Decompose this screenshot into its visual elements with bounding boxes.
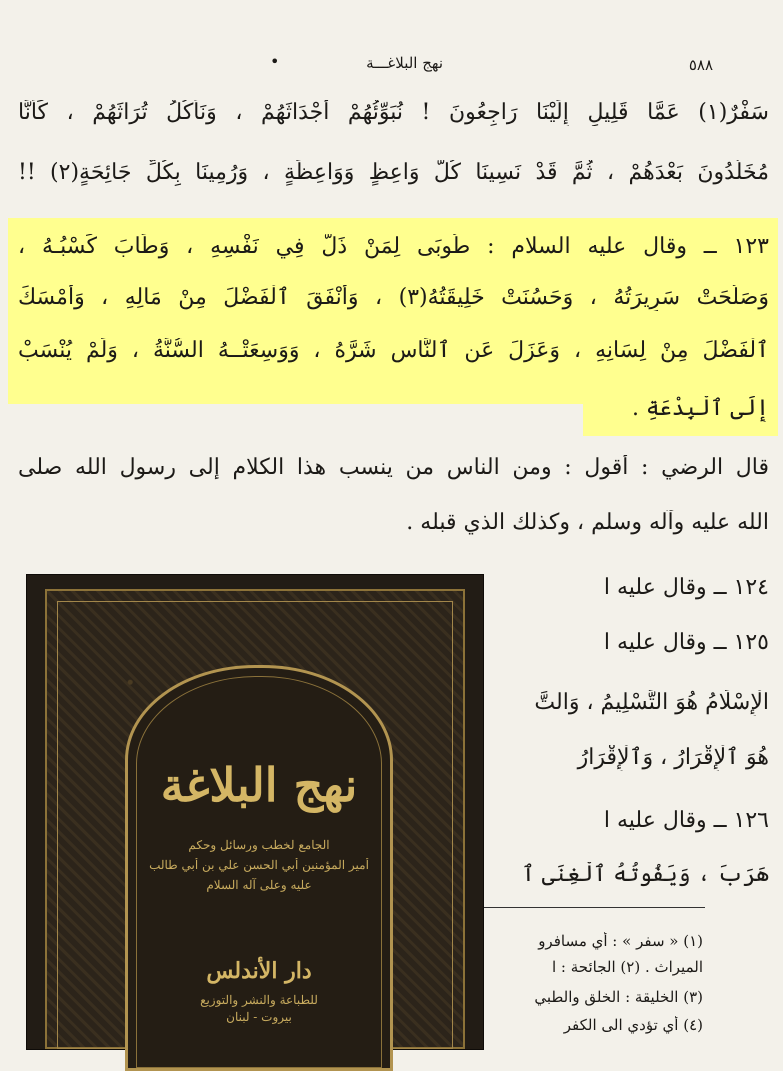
saying-123-line: ١٢٣ ــ وقال عليه السلام : طُوبَى لِمَنْ ذَلَّ فِي نَفْسِهِ ، وَطَابَ كَسْبُـهُ ، bbox=[18, 234, 769, 259]
text-line: الْإِسْلَامُ هُوَ التَّسْلِيمُ ، وَالتَّ bbox=[534, 690, 769, 715]
text-line: إِلَى ٱلْبِدْعَةِ . bbox=[632, 396, 769, 421]
saying-125-line: ١٢٥ ــ وقال عليه ا bbox=[603, 630, 769, 655]
book-cover-image bbox=[27, 575, 483, 1049]
cover-subtitle: أمير المؤمنين أبي الحسن علي بن أبي طالب bbox=[149, 858, 369, 872]
text-line: الله عليه وآله وسلم ، وكذلك الذي قبله . bbox=[406, 510, 769, 535]
radi-comment-line: قال الرضي : أقول : ومن الناس من ينسب هذا الكلام إلى رسول الله صلى bbox=[18, 455, 769, 480]
footnote: (٤) أي تؤدي الى الكفر bbox=[563, 1016, 703, 1034]
cover-subtitle: الجامع لخطب ورسائل وحكم bbox=[188, 838, 330, 852]
footnote-rule bbox=[480, 907, 705, 908]
text-line: سَفْرٌ(١) عَمَّا قَلِيلٍ إِلَيْنَا رَاجِعُونَ ! نُبَوِّئُهُمْ أَجْدَاثَهُمْ ، وَنَأْكُلُ تُرَاثَهُمْ ، كَأَنَّا bbox=[18, 100, 769, 125]
footnote: (٣) الخليقة : الخلق والطبي bbox=[534, 988, 703, 1006]
text-line: مُخَلَّدُونَ بَعْدَهُمْ ، ثُمَّ قَدْ نَسِينَا كُلَّ وَاعِظٍ وَوَاعِظَةٍ ، وَرُمِينَا بِكُلِّ جَائِحَةٍ(٢) !! bbox=[18, 160, 769, 185]
text-line: هَرَبَ ، وَيَفُوتُهُ ٱلْغِنَى ٱ bbox=[521, 862, 769, 887]
saying-124-line: ١٢٤ ــ وقال عليه ا bbox=[603, 575, 769, 600]
cover-title: نهج البلاغة bbox=[160, 758, 358, 812]
footnote: (١) « سفر » : أي مسافرو bbox=[538, 932, 703, 950]
page-number: ٥٨٨ bbox=[688, 56, 713, 74]
cover-subtitle: عليه وعلى آله السلام bbox=[206, 878, 312, 892]
text-line: وَصَلُحَتْ سَرِيرَتُهُ ، وَحَسُنَتْ خَلِيقَتُهُ(٣) ، وَأَنْفَقَ ٱلْفَضْلَ مِنْ مَالِهِ ، وَأَمْسَكَ bbox=[18, 285, 769, 310]
cover-arch-panel bbox=[125, 665, 393, 1071]
text-line: هُوَ ٱلْإِقْرَارُ ، وَٱلْإِقْرَارُ bbox=[577, 745, 769, 770]
running-title: نهج البلاغـــة bbox=[366, 54, 443, 72]
cover-publisher-sub: للطباعة والنشر والتوزيع bbox=[200, 993, 318, 1007]
cover-publisher-city: بيروت - لبنان bbox=[226, 1010, 292, 1024]
saying-126-line: ١٢٦ ــ وقال عليه ا bbox=[603, 808, 769, 833]
header-mark: • bbox=[270, 52, 280, 71]
text-line: ٱلْفَضْلَ مِنْ لِسَانِهِ ، وَعَزَلَ عَنِ ٱلنَّاسِ شَرَّهُ ، وَوَسِعَتْــهُ السُّنَّةُ ، وَلَمْ يُنْسَبْ bbox=[18, 338, 769, 363]
footnote: الميراث . (٢) الجائحة : ا bbox=[551, 958, 703, 976]
page-header bbox=[20, 50, 763, 80]
cover-publisher: دار الأندلس bbox=[206, 958, 312, 984]
